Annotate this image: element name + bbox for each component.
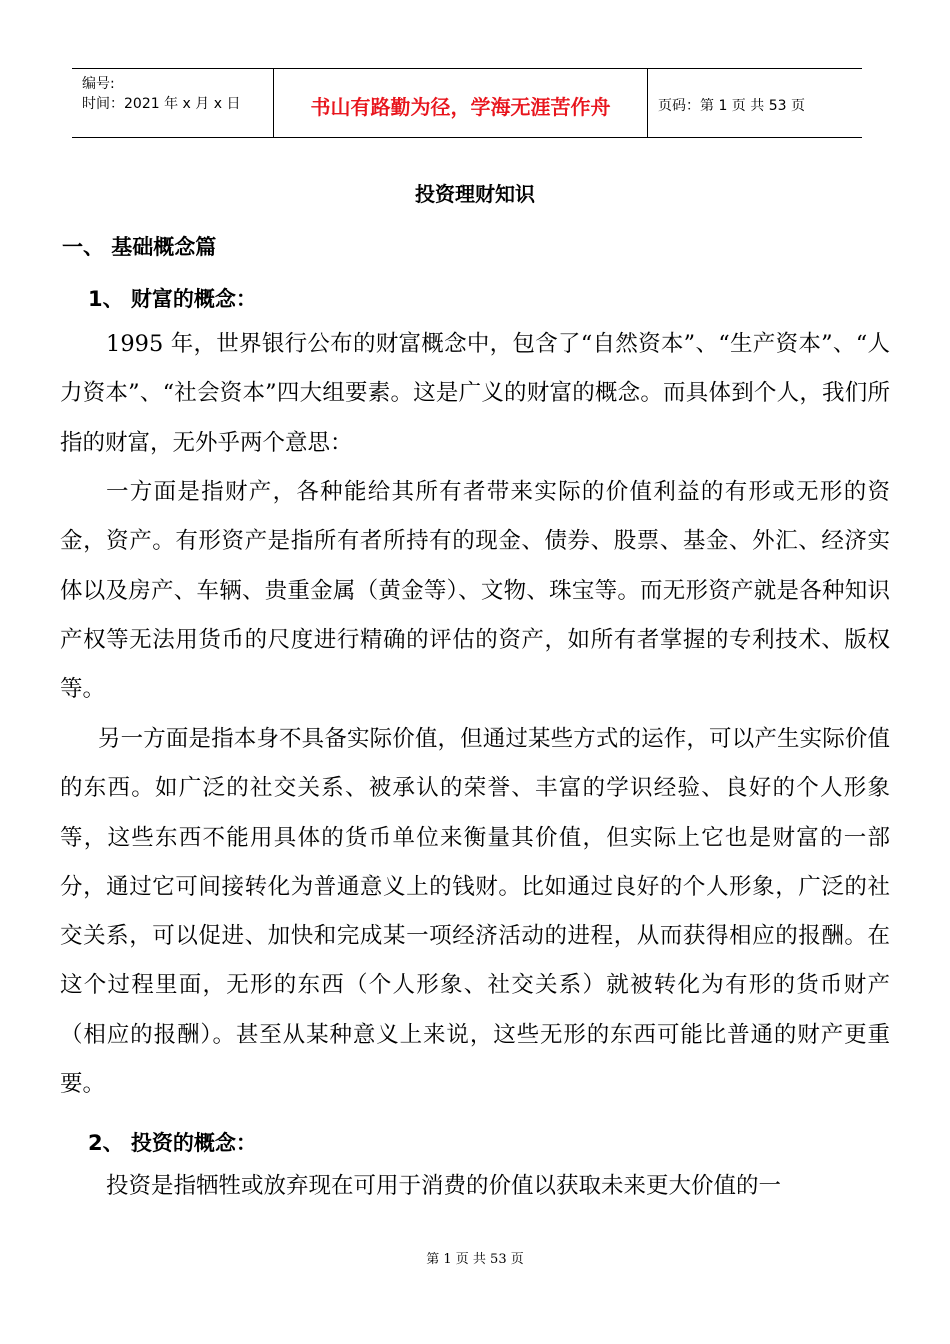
time-label: 时间：2021 年 x 月 x 日	[82, 96, 241, 112]
paragraph-investment-definition: 投资是指牺牲或放弃现在可用于消费的价值以获取未来更大价值的一	[106, 1173, 782, 1199]
motto-text: 书山有路勤为径，学海无涯苦作舟	[310, 95, 611, 119]
header-meta-cell	[72, 69, 274, 137]
number-label: 编号:	[82, 76, 115, 92]
page-footer: 第 1 页 共 53 页	[426, 1252, 524, 1267]
document-header	[72, 68, 862, 138]
subsection-heading-wealth: 1、 财富的概念：	[88, 287, 257, 311]
subsection-heading-investment: 2、 投资的概念：	[88, 1131, 257, 1155]
paragraph-intangible-value: 另一方面是指本身不具备实际价值，但通过某些方式的运作，可以产生实际价值的东西。如广泛的社交关系、被承认的荣誉、丰富的学识经验、良好的个人形象等，这些东西不能用具体的货币单位来衡量其价值，但实际上它也是财富的一部分，通过它可间接转化为普通意义上的钱财。比如通过良好的个人形象，广泛的社交关系，可以促进、加快和完成某一项经济活动的进程，从而获得相应的报酬。在这个过程里面，无形的东西（个人形象、社交关系）就被转化为有形的货币财产（相应的报酬）。甚至从某种意义上来说，这些无形的东西可能比普通的财产更重要。	[60, 726, 890, 1098]
document-title: 投资理财知识	[415, 182, 535, 206]
paragraph-tangible-assets: 一方面是指财产，各种能给其所有者带来实际的价值利益的有形或无形的资金，资产。有形资产是指所有者所持有的现金、债券、股票、基金、外汇、经济实体以及房产、车辆、贵重金属（黄金等）、文物、珠宝等。而无形资产就是各种知识产权等无法用货币的尺度进行精确的评估的资产，如所有者掌握的专利技术、版权等。	[60, 479, 890, 703]
paragraph-wealth-definition: 1995 年，世界银行公布的财富概念中，包含了“自然资本”、“生产资本”、“人力资本”、“社会资本”四大组要素。这是广义的财富的概念。而具体到个人，我们所指的财富，无外乎两个意思：	[60, 331, 890, 456]
header-motto-cell	[274, 69, 648, 137]
header-page-cell	[648, 69, 862, 137]
section-heading-basics: 一、 基础概念篇	[62, 235, 217, 259]
header-page-info: 页码：第 1 页 共 53 页	[658, 98, 805, 114]
